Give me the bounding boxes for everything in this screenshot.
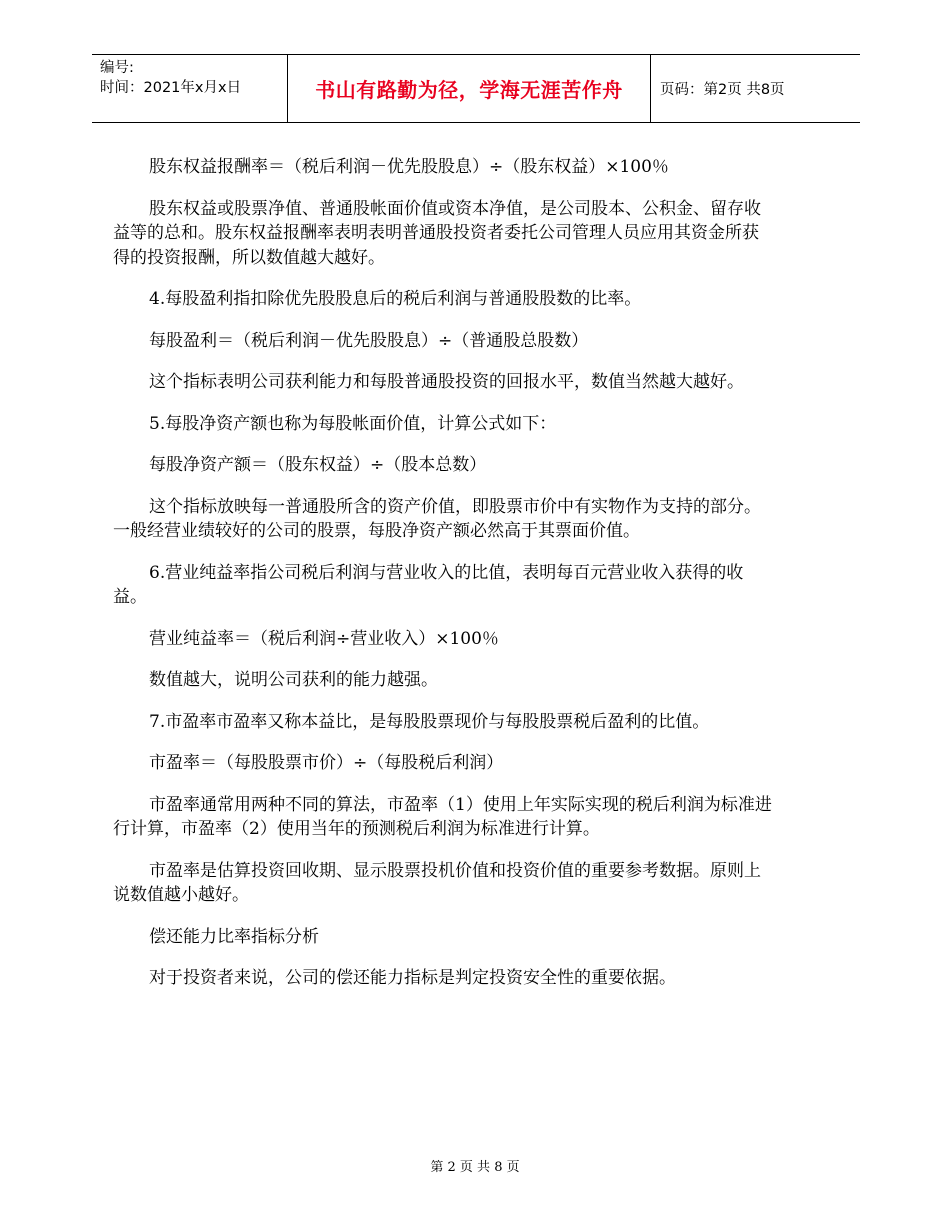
header-motto: 书山有路勤为径，学海无涯苦作舟: [315, 78, 623, 102]
paragraph: 每股盈利＝（税后利润－优先股股息）÷（普通股总股数）: [149, 330, 589, 351]
section-heading: 偿还能力比率指标分析: [149, 926, 319, 947]
paragraph: 对于投资者来说，公司的偿还能力指标是判定投资安全性的重要依据。: [149, 968, 676, 988]
paragraph: 这个指标表明公司获利能力和每股普通股投资的回报水平，数值当然越大越好。: [149, 372, 744, 392]
header-divider: [650, 55, 651, 122]
paragraph: 这个指标放映每一普通股所含的资产价值，即股票市价中有实物作为支持的部分。一般经营业绩较好的公司的股票，每股净资产额必然高于其票面价值。: [113, 496, 761, 541]
paragraph: 每股净资产额＝（股东权益）÷（股本总数）: [149, 455, 487, 475]
paragraph: 5.每股净资产额也称为每股帐面价值，计算公式如下：: [149, 413, 557, 434]
document-body: [113, 155, 773, 1008]
page-header: [92, 54, 860, 123]
paragraph: 股东权益或股票净值、普通股帐面价值或资本净值，是公司股本、公积金、留存收益等的总和。股东权益报酬率表明表明普通股投资者委托公司管理人员应用其资金所获得的投资报酬，所以数值越大越好。: [113, 198, 761, 268]
paragraph: 营业纯益率＝（税后利润÷营业收入）×100％: [149, 628, 499, 649]
header-meta: [100, 58, 241, 98]
paragraph: 4.每股盈利指扣除优先股股息后的税后利润与普通股股数的比率。: [149, 289, 642, 309]
paragraph: 市盈率通常用两种不同的算法，市盈率（1）使用上年实际实现的税后利润为标准进行计算，市盈率（2）使用当年的预测税后利润为标准进行计算。: [113, 794, 772, 839]
document-time: 时间：2021年x月x日: [100, 80, 242, 96]
paragraph: 市盈率＝（每股股票市价）÷（每股税后利润）: [149, 753, 504, 773]
paragraph: 数值越大，说明公司获利的能力越强。: [149, 670, 438, 690]
paragraph: 7.市盈率市盈率又称本益比，是每股股票现价与每股股票税后盈利的比值。: [149, 711, 710, 732]
document-number-label: 编号:: [100, 60, 134, 76]
header-page-info: 页码：第2页 共8页: [660, 82, 785, 98]
paragraph: 股东权益报酬率＝（税后利润－优先股股息）÷（股东权益）×100％: [149, 157, 669, 177]
page-footer: 第 2 页 共 8 页: [430, 1160, 520, 1175]
paragraph: 市盈率是估算投资回收期、显示股票投机价值和投资价值的重要参考数据。原则上说数值越小越好。: [113, 860, 761, 905]
paragraph: 6.营业纯益率指公司税后利润与营业收入的比值，表明每百元营业收入获得的收益。: [113, 562, 744, 607]
